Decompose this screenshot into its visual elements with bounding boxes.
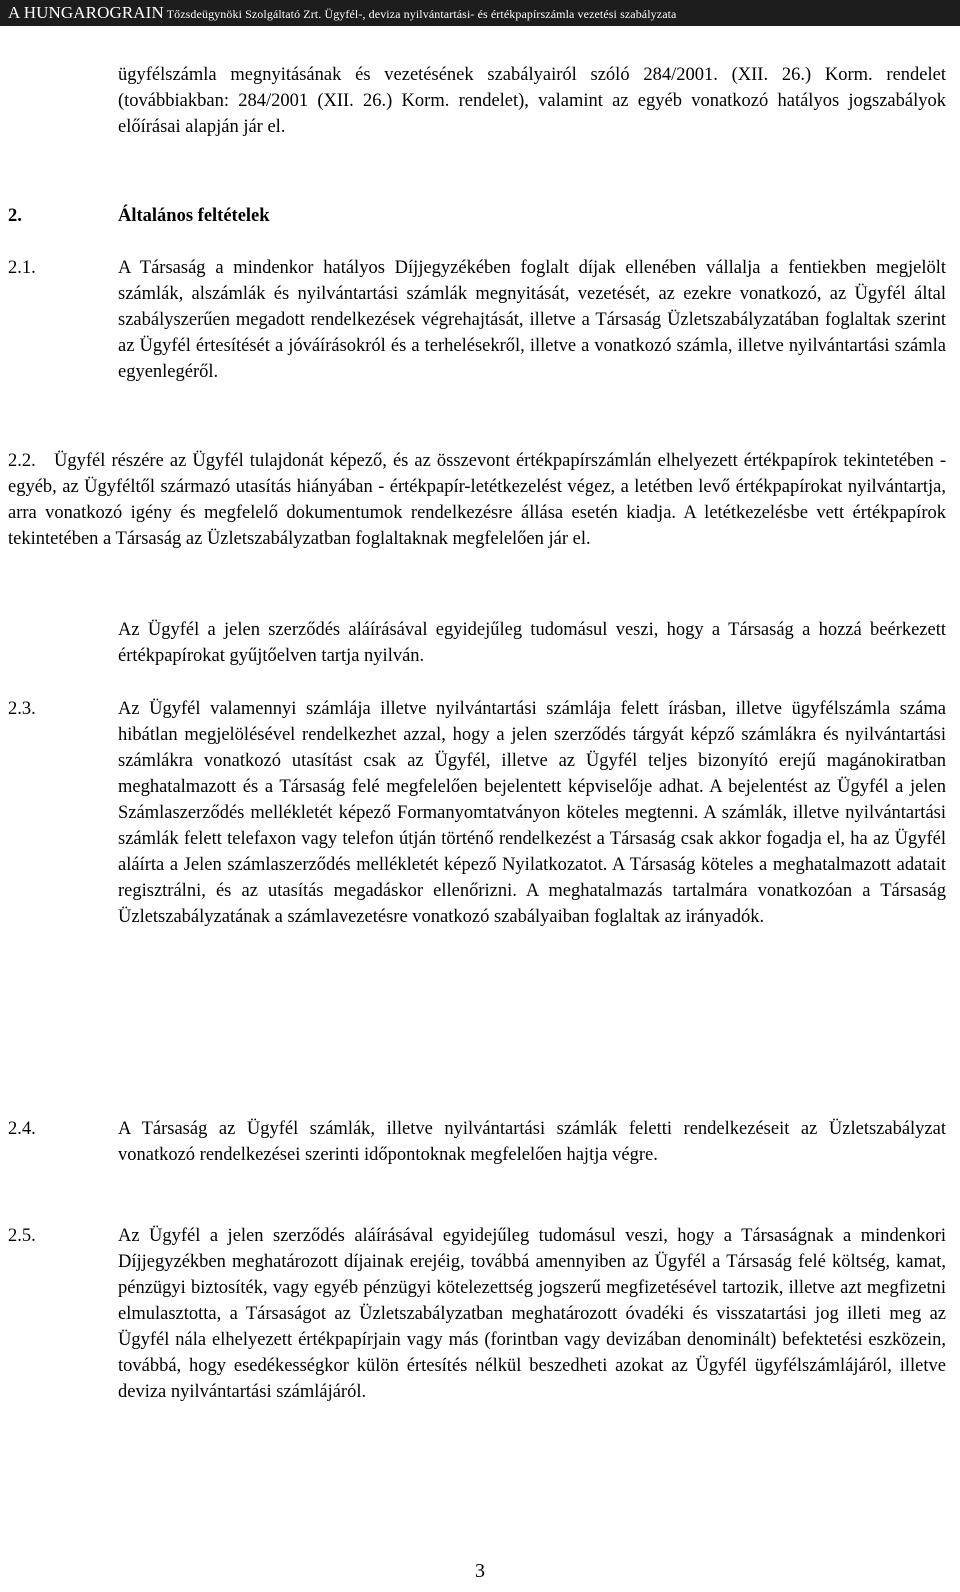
clause-number: 2.5. xyxy=(8,1226,36,1246)
section-title: Általános feltételek xyxy=(118,206,270,226)
page-number: 3 xyxy=(475,1560,485,1582)
clause-subparagraph: Az Ügyfél a jelen szerződés aláírásával egyidejűleg tudomásul veszi, hogy a Társaság a hozzá beérkezett értékpapírokat gyűjtőelven tartja nyilván. xyxy=(118,620,946,666)
clause-number: 2.4. xyxy=(8,1119,36,1139)
header-title: Tőzsdeügynöki Szolgáltató Zrt. Ügyfél-, deviza nyilvántartási- és értékpapírszámla vezetési szabályzata xyxy=(163,7,677,21)
clause-number: 2.3. xyxy=(8,699,36,719)
clause-number: 2.2. xyxy=(8,451,36,471)
section-number: 2. xyxy=(8,206,22,226)
clause-text: A Társaság az Ügyfél számlák, illetve nyilvántartási számlák feletti rendelkezéseit az Üzletszabályzat vonatkozó rendelkezései szerinti időpontoknak megfelelően hajtja végre. xyxy=(118,1119,946,1165)
clause-text: A Társaság a mindenkor hatályos Díjjegyzékében foglalt díjak ellenében vállalja a fentiekben megjelölt számlák, alszámlák és nyilvántartási számlák megnyitását, vezetését, az ezekre vonatkozó, az Ügyfél által szabályszerűen megadott rendelkezések végrehajtását, illetve a Társaság Üzletszabályzatában foglaltak szerint az Ügyfél értesítését a jóváírásokról és a terhelésekről, illetve a vonatkozó számla, illetve nyilvántartási számla egyenlegéről. xyxy=(118,258,946,382)
clause-text: Az Ügyfél a jelen szerződés aláírásával egyidejűleg tudomásul veszi, hogy a Társaságnak a mindenkori Díjjegyzékben meghatározott díjainak erejéig, továbbá amennyiben az Ügyfél a Társaság felé költség, kamat, pénzügyi biztosíték, vagy egyéb pénzügyi kötelezettség jogszerű megfizetésével tartozik, illetve azt megfizetni elmulasztotta, a Társaságot az Üzletszabályzatban meghatározott óvadéki és visszatartási jog illeti meg az Ügyfél nála elhelyezett értékpapírjain vagy más (forintban vagy devizában denominált) befektetési eszközein, továbbá, hogy esedékességkor külön értesítés nélkül beszedheti azokat az Ügyfél ügyfélszámlájáról, illetve deviza nyilvántartási számlájáról. xyxy=(118,1226,946,1402)
clause-number: 2.1. xyxy=(8,258,36,278)
clause-text: Ügyfél részére az Ügyfél tulajdonát képező, és az összevont értékpapírszámlán elhelyezett értékpapírok tekintetében - egyéb, az Ügyféltől származó utasítás hiányában - értékpapír-letétkezelést végez, a letétben levő értékpapírokat nyilvántartja, arra vonatkozó igény és megfelelő dokumentumok rendelkezésre állása esetén kiadja. A letétkezelésbe vett értékpapírok tekintetében a Társaság az Üzletszabályzatban foglaltaknak megfelelően jár el. xyxy=(8,451,946,549)
intro-paragraph: ügyfélszámla megnyitásának és vezetésének szabályairól szóló 284/2001. (XII. 26.) Korm. rendelet (továbbiakban: 284/2001 (XII. 26.) Korm. rendelet), valamint az egyéb vonatkozó hatályos jogszabályok előírásai alapján jár el. xyxy=(118,65,946,137)
header-company-prefix: A HUNGAROGRAIN xyxy=(8,3,164,22)
clause-text: Az Ügyfél valamennyi számlája illetve nyilvántartási számlája felett írásban, illetve ügyfélszámla száma hibátlan megjelölésével rendelkezhet azzal, hogy a jelen szerződés tárgyát képző számlákra és nyilvántartási számlákra vonatkozó utasítást csak az Ügyfél, illetve az Ügyfél teljes bizonyító erejű magánokiratban meghatalmazott és a Társaság felé megfelelően bejelentett képviselője adhat. A bejelentést az Ügyfél a jelen Számlaszerződés mellékletét képező Formanyomtatványon köteles megtenni. A számlák, illetve nyilvántartási számlák felett telefaxon vagy telefon útján történő rendelkezést a Társaság csak akkor fogadja el, ha az Ügyfél aláírta a Jelen számlaszerződés mellékletét képező Nyilatkozatot. A Társaság köteles a meghatalmazott adatait regisztrálni, és az utasítás megadáskor ellenőrizni. A meghatalmazás tartalmára vonatkozóan a Társaság Üzletszabályzatának a számlavezetésre vonatkozó szabályaiban foglaltak az irányadók. xyxy=(118,699,946,927)
